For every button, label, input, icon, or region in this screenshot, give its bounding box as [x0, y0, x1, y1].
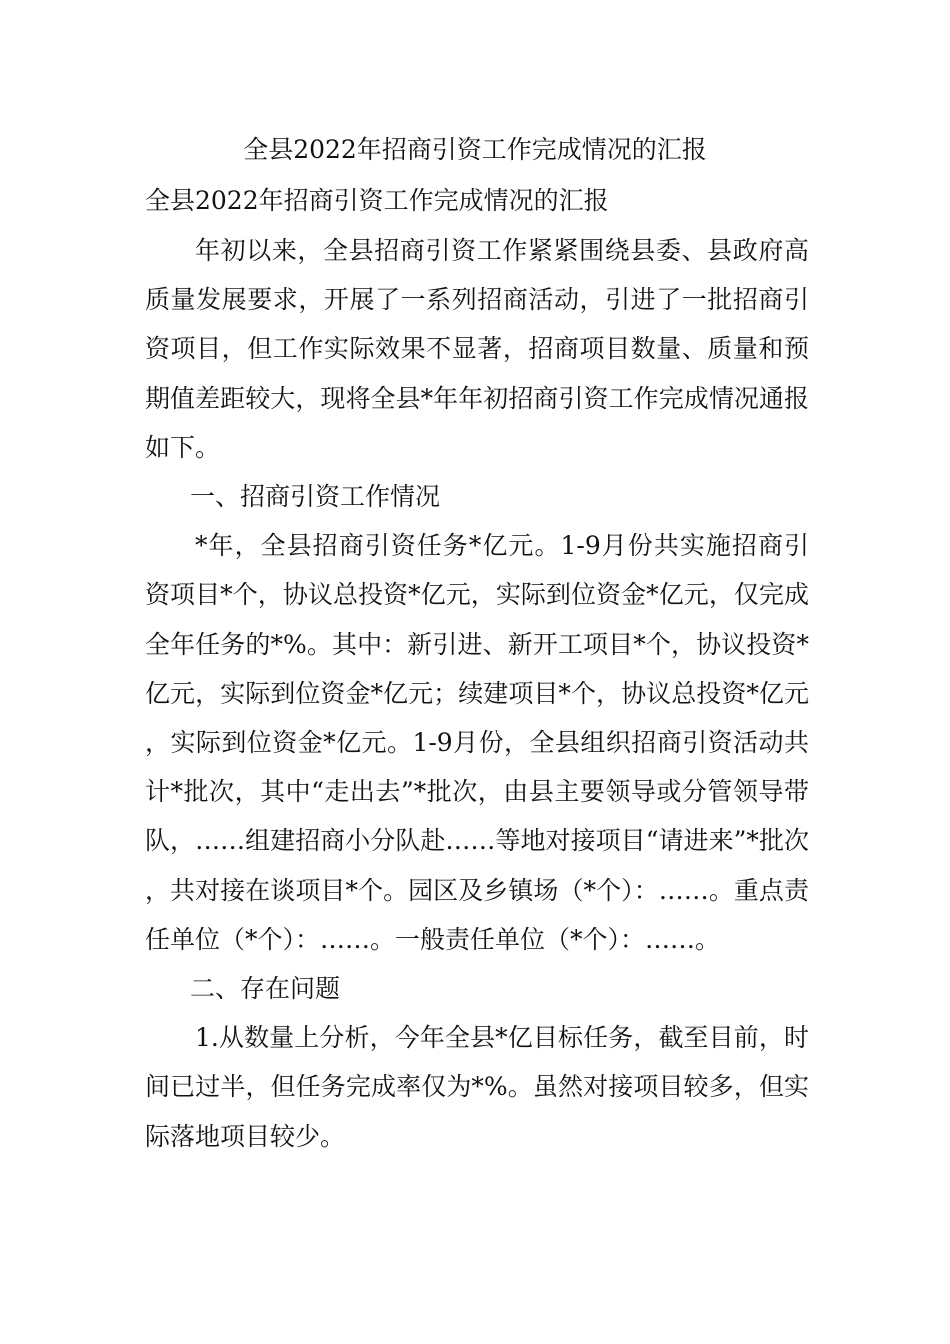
- section-heading-1: 一、招商引资工作情况: [190, 482, 441, 512]
- document-body: [145, 226, 809, 1161]
- paragraph-problem-1: 1.从数量上分析，今年全县*亿目标任务，截至目前，时间已过半，但任务完成率仅为*%。虽然对接项目较多，但实际落地项目较少。: [145, 1023, 809, 1151]
- section-heading-2: 二、存在问题: [190, 974, 341, 1004]
- document-subtitle: 全县2022年招商引资工作完成情况的汇报: [145, 186, 609, 215]
- document-title: 全县2022年招商引资工作完成情况的汇报: [243, 135, 707, 164]
- paragraph-work-status: *年，全县招商引资任务*亿元。1-9月份共实施招商引资项目*个，协议总投资*亿元，实际到位资金*亿元，仅完成全年任务的*%。其中：新引进、新开工项目*个，协议投资*亿元，实际到位资金*亿元；续建项目*个，协议总投资*亿元，实际到位资金*亿元。1-9月份，全县组织招商引资活动共计*批次，其中“走出去”*批次，由县主要领导或分管领导带队，……组建招商小分队赴……等地对接项目“请进来”*批次，共对接在谈项目*个。园区及乡镇场（*个）：……。重点责任单位（*个）：……。一般责任单位（*个）：……。: [145, 531, 809, 954]
- paragraph-intro: 年初以来，全县招商引资工作紧紧围绕县委、县政府高质量发展要求，开展了一系列招商活动，引进了一批招商引资项目，但工作实际效果不显著，招商项目数量、质量和预期值差距较大，现将全县*年年初招商引资工作完成情况通报如下。: [145, 236, 809, 462]
